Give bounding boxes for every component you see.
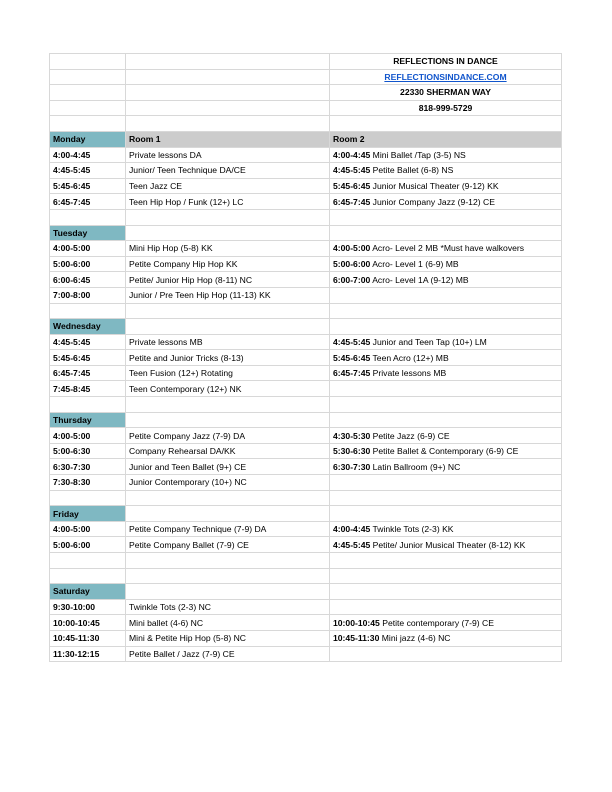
- room-1-class: Petite/ Junior Hip Hop (8-11) NC: [126, 272, 330, 288]
- day-header-row: [50, 412, 562, 428]
- room-2-time: 6:00-7:00: [333, 274, 371, 285]
- class-row: [50, 241, 562, 257]
- blank-row: [50, 490, 562, 506]
- blank-row: [50, 116, 562, 132]
- room-2-class: Acro- Level 2 MB *Must have walkovers: [372, 243, 525, 254]
- class-time: 5:45-6:45: [50, 350, 126, 366]
- schedule-spreadsheet: [49, 53, 562, 662]
- room-2-time: 5:30-6:30: [333, 446, 371, 457]
- room-1-class: Mini Hip Hop (5-8) KK: [126, 241, 330, 257]
- room-2-time: 6:30-7:30: [333, 461, 371, 472]
- blank-row: [50, 209, 562, 225]
- room-2-cell: [330, 599, 562, 615]
- room-2-class: Mini Ballet /Tap (3-5) NS: [372, 149, 466, 160]
- header-row: [50, 54, 562, 70]
- room-2-time: 4:45-5:45: [333, 165, 371, 176]
- room-1-class: Petite Company Hip Hop KK: [126, 256, 330, 272]
- blank-row: [50, 397, 562, 413]
- room-1-header: Room 1: [126, 131, 330, 147]
- room-1-class: Private lessons DA: [126, 147, 330, 163]
- room-1-class: Junior / Pre Teen Hip Hop (11-13) KK: [126, 287, 330, 303]
- class-time: 10:45-11:30: [50, 630, 126, 646]
- class-row: [50, 599, 562, 615]
- room-2-time: 10:45-11:30: [333, 633, 380, 644]
- day-label-tuesday: Tuesday: [50, 225, 126, 241]
- class-time: 4:45-5:45: [50, 163, 126, 179]
- class-row: [50, 163, 562, 179]
- room-2-time: 5:45-6:45: [333, 181, 371, 192]
- room-2-cell: [330, 256, 562, 272]
- room-2-time: 5:45-6:45: [333, 352, 371, 363]
- room-2-class: Teen Acro (12+) MB: [372, 352, 449, 363]
- room-1-class: Mini ballet (4-6) NC: [126, 615, 330, 631]
- room-1-class: Mini & Petite Hip Hop (5-8) NC: [126, 630, 330, 646]
- blank-row: [50, 553, 562, 569]
- day-label-thursday: Thursday: [50, 412, 126, 428]
- room-2-cell: [330, 428, 562, 444]
- class-row: [50, 147, 562, 163]
- day-header-row: [50, 584, 562, 600]
- room-2-class: Petite contemporary (7-9) CE: [382, 617, 494, 628]
- room-2-time: 4:45-5:45: [333, 539, 371, 550]
- room-2-cell: [330, 443, 562, 459]
- class-row: [50, 272, 562, 288]
- room-2-cell: [330, 334, 562, 350]
- day-room-header-row: [50, 131, 562, 147]
- class-time: 6:30-7:30: [50, 459, 126, 475]
- room-2-cell: [330, 521, 562, 537]
- class-row: [50, 475, 562, 491]
- class-row: [50, 630, 562, 646]
- class-row: [50, 615, 562, 631]
- room-1-class: Twinkle Tots (2-3) NC: [126, 599, 330, 615]
- class-time: 6:00-6:45: [50, 272, 126, 288]
- class-time: 5:00-6:00: [50, 256, 126, 272]
- class-time: 7:45-8:45: [50, 381, 126, 397]
- room-2-class: Petite Jazz (6-9) CE: [372, 430, 450, 441]
- room-1-class: Teen Hip Hop / Funk (12+) LC: [126, 194, 330, 210]
- room-2-class: Twinkle Tots (2-3) KK: [372, 524, 454, 535]
- class-row: [50, 537, 562, 553]
- room-2-cell: [330, 365, 562, 381]
- website-link[interactable]: REFLECTIONSINDANCE.COM: [330, 69, 562, 85]
- room-2-cell: [330, 646, 562, 662]
- room-2-class: Junior and Teen Tap (10+) LM: [372, 336, 487, 347]
- room-1-class: Private lessons MB: [126, 334, 330, 350]
- room-2-class: Petite Ballet (6-8) NS: [372, 165, 454, 176]
- room-1-class: Petite and Junior Tricks (8-13): [126, 350, 330, 366]
- class-row: [50, 178, 562, 194]
- room-2-cell: [330, 475, 562, 491]
- room-2-cell: [330, 615, 562, 631]
- class-row: [50, 194, 562, 210]
- class-time: 4:00-4:45: [50, 147, 126, 163]
- room-1-class: Junior Contemporary (10+) NC: [126, 475, 330, 491]
- day-label-saturday: Saturday: [50, 584, 126, 600]
- class-time: 7:00-8:00: [50, 287, 126, 303]
- room-2-class: Junior Musical Theater (9-12) KK: [372, 181, 499, 192]
- room-2-class: Private lessons MB: [372, 368, 447, 379]
- header-row: [50, 85, 562, 101]
- room-2-cell: [330, 194, 562, 210]
- class-row: [50, 365, 562, 381]
- room-2-cell: [330, 459, 562, 475]
- class-row: [50, 256, 562, 272]
- class-time: 9:30-10:00: [50, 599, 126, 615]
- room-2-time: 4:00-4:45: [333, 524, 371, 535]
- room-2-time: 10:00-10:45: [333, 617, 380, 628]
- room-2-class: Petite Ballet & Contemporary (6-9) CE: [372, 446, 519, 457]
- room-2-time: 4:30-5:30: [333, 430, 371, 441]
- class-time: 7:30-8:30: [50, 475, 126, 491]
- room-1-class: Petite Company Technique (7-9) DA: [126, 521, 330, 537]
- day-label-wednesday: Wednesday: [50, 319, 126, 335]
- room-2-time: 4:45-5:45: [333, 336, 371, 347]
- room-2-cell: [330, 147, 562, 163]
- room-2-class: Petite/ Junior Musical Theater (8-12) KK: [372, 539, 526, 550]
- studio-address: 22330 SHERMAN WAY: [330, 85, 562, 101]
- room-1-class: Petite Ballet / Jazz (7-9) CE: [126, 646, 330, 662]
- room-2-header: Room 2: [330, 131, 562, 147]
- room-2-time: 4:00-4:45: [333, 149, 371, 160]
- class-time: 10:00-10:45: [50, 615, 126, 631]
- class-row: [50, 521, 562, 537]
- class-row: [50, 428, 562, 444]
- day-label-monday: Monday: [50, 131, 126, 147]
- header-row: [50, 100, 562, 116]
- class-row: [50, 287, 562, 303]
- blank-row: [50, 303, 562, 319]
- room-2-class: Mini jazz (4-6) NC: [381, 633, 451, 644]
- class-time: 5:45-6:45: [50, 178, 126, 194]
- room-2-time: 5:00-6:00: [333, 259, 371, 270]
- room-2-cell: [330, 272, 562, 288]
- room-2-class: Acro- Level 1 (6-9) MB: [372, 259, 459, 270]
- studio-name: REFLECTIONS IN DANCE: [330, 54, 562, 70]
- room-2-time: 6:45-7:45: [333, 368, 371, 379]
- room-1-class: Teen Contemporary (12+) NK: [126, 381, 330, 397]
- room-1-class: Teen Fusion (12+) Rotating: [126, 365, 330, 381]
- class-time: 6:45-7:45: [50, 365, 126, 381]
- room-2-cell: [330, 537, 562, 553]
- class-row: [50, 443, 562, 459]
- class-time: 4:00-5:00: [50, 428, 126, 444]
- class-time: 6:45-7:45: [50, 194, 126, 210]
- day-header-row: [50, 225, 562, 241]
- blank-row: [50, 568, 562, 584]
- studio-phone: 818-999-5729: [330, 100, 562, 116]
- room-1-class: Junior/ Teen Technique DA/CE: [126, 163, 330, 179]
- room-2-cell: [330, 241, 562, 257]
- room-2-cell: [330, 163, 562, 179]
- class-time: 11:30-12:15: [50, 646, 126, 662]
- room-1-class: Teen Jazz CE: [126, 178, 330, 194]
- class-row: [50, 350, 562, 366]
- room-2-cell: [330, 287, 562, 303]
- room-2-class: Junior Company Jazz (9-12) CE: [372, 196, 495, 207]
- day-label-friday: Friday: [50, 506, 126, 522]
- room-1-class: Petite Company Ballet (7-9) CE: [126, 537, 330, 553]
- room-1-class: Company Rehearsal DA/KK: [126, 443, 330, 459]
- room-1-class: Petite Company Jazz (7-9) DA: [126, 428, 330, 444]
- room-2-time: 4:00-5:00: [333, 243, 371, 254]
- room-1-class: Junior and Teen Ballet (9+) CE: [126, 459, 330, 475]
- room-2-time: 6:45-7:45: [333, 196, 371, 207]
- room-2-cell: [330, 350, 562, 366]
- day-header-row: [50, 319, 562, 335]
- room-2-class: Latin Ballroom (9+) NC: [372, 461, 461, 472]
- day-header-row: [50, 506, 562, 522]
- class-row: [50, 381, 562, 397]
- class-time: 5:00-6:30: [50, 443, 126, 459]
- room-2-cell: [330, 178, 562, 194]
- header-row: [50, 69, 562, 85]
- room-2-cell: [330, 630, 562, 646]
- room-2-class: Acro- Level 1A (9-12) MB: [372, 274, 469, 285]
- class-time: 4:00-5:00: [50, 521, 126, 537]
- class-time: 4:45-5:45: [50, 334, 126, 350]
- class-time: 4:00-5:00: [50, 241, 126, 257]
- room-2-cell: [330, 381, 562, 397]
- class-row: [50, 646, 562, 662]
- class-row: [50, 459, 562, 475]
- class-time: 5:00-6:00: [50, 537, 126, 553]
- class-row: [50, 334, 562, 350]
